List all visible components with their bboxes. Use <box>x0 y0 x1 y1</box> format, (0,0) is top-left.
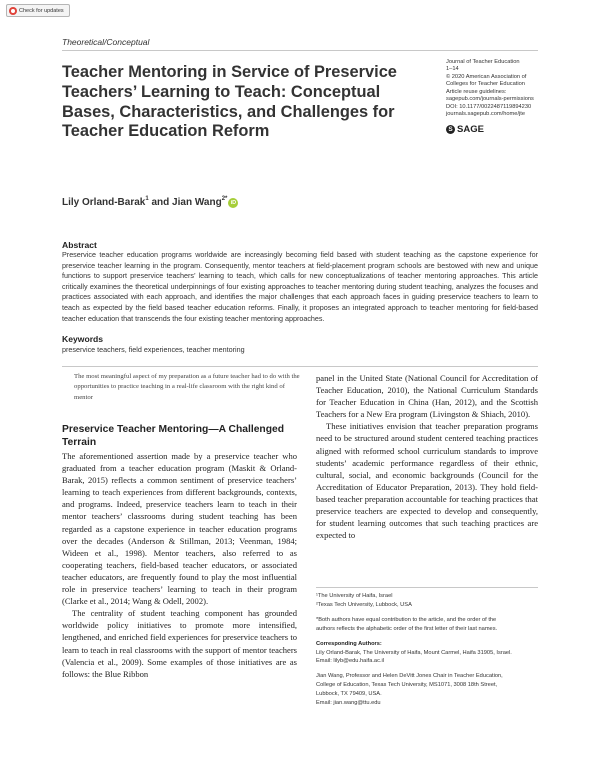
keywords-divider <box>62 366 538 367</box>
journal-pages: 1–14 <box>446 66 459 73</box>
corresponding-author-email[interactable]: Email: jian.wang@ttu.edu <box>316 700 381 707</box>
header-divider <box>62 50 538 51</box>
author-name: Jian Wang <box>172 197 222 208</box>
keywords-heading: Keywords <box>62 334 104 344</box>
orcid-icon[interactable]: iD <box>228 198 238 208</box>
doi-link[interactable]: DOI: 10.1177/0022487119894230 <box>446 103 532 110</box>
body-paragraph: The centrality of student teaching component has grounded worldwide policy initiatives to promote more intensified, lengthened, and enriched field experiences for preservice teachers to learn to teach in real classrooms with the support of mentor teachers (Valencia et al., 2009). Some examples of those initiatives are as follows: the Blue Ribbon <box>62 608 297 679</box>
corresponding-authors-heading: Corresponding Authors: <box>316 640 382 647</box>
contribution-note: *Both authors have equal contribution to the article, and the order of the <box>316 616 497 623</box>
journal-url-link[interactable]: journals.sagepub.com/home/jte <box>446 111 526 118</box>
corresponding-author-address: Lubbock, TX 79409, USA. <box>316 691 382 698</box>
sage-logo-icon: S <box>446 125 455 134</box>
abstract-text: Preservice teacher education programs worldwide are increasingly becoming field based with student teaching as the capstone experience for preservice teacher learning in the program. Consequently, mentor teachers at field-placement program schools are bestowed with new and unique functions to support preservice teachers’ learning to teach, which calls for new conceptualizations of teacher mentoring approaches. This article critically examines the theoretical underpinnings of four existing approaches to teacher mentoring during student teaching, analyzes the focuses and practices associated with each approach, and identifies the major challenges that each approach faces in guiding preservice teachers to learn to teach as expected by the field based teacher education reforms. Finally, it proposes an integrated approach to teacher mentoring for field-based teacher education that transcends the four existing teacher mentoring approaches. <box>62 250 538 323</box>
corresponding-author-address: Jian Wang, Professor and Helen DeVitt Jones Chair in Teacher Education, <box>316 673 503 680</box>
copyright-line-2: Colleges for Teacher Education <box>446 81 525 88</box>
right-column <box>316 372 538 541</box>
affiliation-1: ¹The University of Haifa, Israel <box>316 593 393 599</box>
body-paragraph: These initiatives envision that teacher preparation programs need to be structured around student centered teaching practices aligned with reformed school curriculum standards to improve students’ academic performance regardless of their ethnic, cultural, social, and economic backgrounds (Council for the Accreditation of Educator Preparation, 2013). They hold field-based teacher preparation accountable for teaching practices that preservice teachers are expected to develop and consequently, for student learning outcomes that such teaching practices are expected to <box>316 421 538 541</box>
section-heading: Preservice Teacher Mentoring—A Challenged Terrain <box>62 424 285 449</box>
author-connector: and <box>148 197 173 208</box>
footnotes <box>316 592 546 708</box>
article-title: Teacher Mentoring in Service of Preservice Teachers’ Learning to Teach: Conceptual Bases, Characteristics, and Challenges for Teacher Education Reform <box>62 63 397 141</box>
article-category: Theoretical/Conceptual <box>62 37 150 47</box>
reuse-guidelines-label: Article reuse guidelines: <box>446 88 507 95</box>
sage-logo <box>446 124 484 135</box>
journal-info <box>446 59 566 119</box>
epigraph-quote: The most meaningful aspect of my preparation as a future teacher had to do with the opportunities to practice teaching in a real-life classroom with the right kind of mentor <box>74 373 300 401</box>
contribution-note: authors reflects the alphabetic order of the first letter of their last names. <box>316 625 498 632</box>
body-paragraph: The aforementioned assertion made by a preservice teacher who graduated from a teacher education program (Maskit & Orland-Barak, 2015) reflects a common sentiment of preservice teachers’ learning to teach experiences from different backgrounds, contexts, and programs. Indeed, preservice teachers learn to teach in their mentor teachers’ classrooms during student teaching has been regarded as a capstone experience in teacher education programs over the decades (Anderson & Stillman, 2013; Veenman, 1984; Wideen et al., 1998). Mentor teachers, also referred to as cooperating teachers, field-based teacher educators, or associated teacher educators, are frequently found to play the most influential role in preservice teachers’ learning to teach in their program (Clarke et al., 2014; Wang & Odell, 2002). <box>62 451 297 607</box>
check-for-updates-badge[interactable] <box>6 4 70 17</box>
corresponding-author-address: College of Education, Texas Tech University, MS1071, 3008 18th Street, <box>316 682 498 689</box>
left-column <box>62 450 297 680</box>
corresponding-author-email[interactable]: Email: lilyb@edu.haifa.ac.il <box>316 658 385 665</box>
reuse-guidelines-link[interactable]: sagepub.com/journals-permissions <box>446 96 534 103</box>
affiliation-2: ²Texas Tech University, Lubbock, USA <box>316 601 412 608</box>
abstract-heading: Abstract <box>62 240 97 250</box>
update-check-icon <box>9 7 17 15</box>
body-paragraph: panel in the United State (National Council for Accreditation of Teacher Education, 2010), the National Curriculum Standards for Teacher Education in China (Han, 2012), and the Scottish Teachers for a New Era program (Livingston & Shiach, 2010). <box>316 373 538 420</box>
affiliation-marker: 1 <box>145 196 149 202</box>
sage-logo-text: SAGE <box>457 124 484 135</box>
check-for-updates-label: Check for updates <box>19 7 64 14</box>
author-list <box>62 197 238 208</box>
keywords-text: preservice teachers, field experiences, teacher mentoring <box>62 345 245 354</box>
affiliation-marker: 2* <box>221 196 228 202</box>
corresponding-author-address: Lily Orland-Barak, The University of Haifa, Mount Carmel, Haifa 31905, Israel. <box>316 649 512 656</box>
copyright-line-1: © 2020 American Association of <box>446 73 527 80</box>
journal-name: Journal of Teacher Education <box>446 59 520 65</box>
author-name: Lily Orland-Barak <box>62 197 146 208</box>
footnote-divider <box>316 587 538 588</box>
